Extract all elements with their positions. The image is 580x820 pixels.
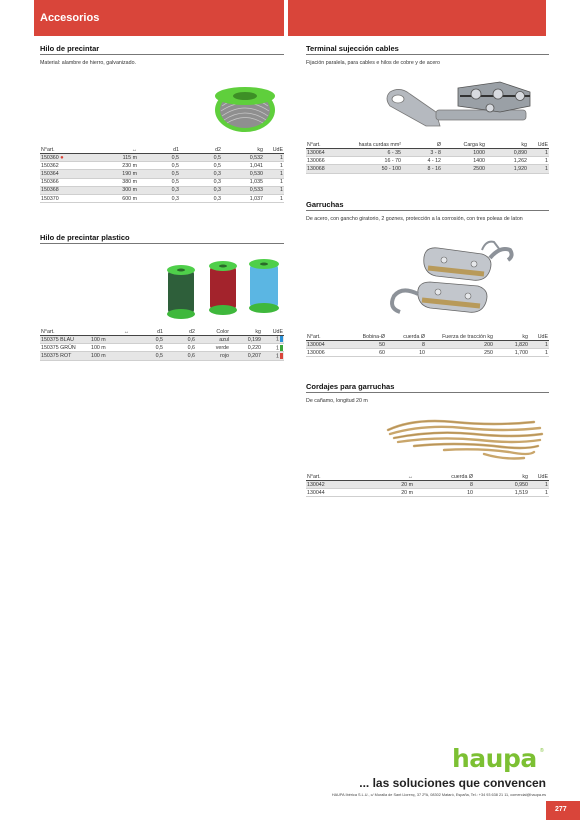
cell: 3 - 8 bbox=[402, 149, 442, 157]
cell: 8 bbox=[414, 481, 474, 489]
cell: 115 m bbox=[86, 154, 138, 162]
table-row bbox=[40, 186, 284, 194]
cell bbox=[262, 336, 284, 344]
cell: 130006 bbox=[306, 349, 336, 357]
divider bbox=[40, 54, 284, 55]
cell: 1 bbox=[264, 194, 284, 202]
col-header: d2 bbox=[164, 328, 196, 336]
cell: 0,950 bbox=[474, 481, 529, 489]
cell: 0,5 bbox=[138, 154, 180, 162]
col-header: UdE bbox=[262, 328, 284, 336]
table-row bbox=[40, 336, 284, 344]
section-desc: De cañamo, longitud 20 m bbox=[306, 398, 368, 404]
table-row bbox=[306, 149, 549, 157]
cell: 130068 bbox=[306, 165, 336, 173]
cell: 130044 bbox=[306, 489, 342, 497]
cell: 10 bbox=[414, 489, 474, 497]
section-title-garruchas: Garruchas bbox=[306, 200, 344, 209]
cell: 0,199 bbox=[230, 336, 262, 344]
cell: 1 bbox=[264, 178, 284, 186]
table-hilo-precintar bbox=[40, 146, 284, 203]
length-icon: ↔ bbox=[86, 146, 138, 154]
table-row bbox=[40, 178, 284, 186]
cell: 1 bbox=[264, 162, 284, 170]
page-number: 277 bbox=[555, 806, 567, 813]
cell: 0,5 bbox=[180, 154, 222, 162]
new-product-dot-icon: ● bbox=[60, 154, 64, 161]
cell: 130004 bbox=[306, 341, 336, 349]
table-row bbox=[40, 352, 284, 360]
cell: 150370 bbox=[40, 194, 86, 202]
cell: 0,5 bbox=[130, 352, 164, 360]
cell: 150366 bbox=[40, 178, 86, 186]
cell: 100 m bbox=[90, 336, 130, 344]
cell: 10 bbox=[386, 349, 426, 357]
col-header: cuerda Ø bbox=[386, 333, 426, 341]
divider bbox=[306, 210, 549, 211]
rope-coil-image bbox=[384, 408, 546, 468]
cell bbox=[262, 344, 284, 352]
col-header: UdE bbox=[529, 473, 549, 481]
cell: 130064 bbox=[306, 149, 336, 157]
cell: 100 m bbox=[90, 344, 130, 352]
table-row bbox=[306, 481, 549, 489]
cell: 150375 ROT bbox=[40, 352, 90, 360]
pulley-blocks-image bbox=[382, 236, 542, 328]
cell-art: 150360 bbox=[41, 154, 59, 161]
cell: 0,220 bbox=[230, 344, 262, 352]
cell: 150375 BLAU bbox=[40, 336, 90, 344]
cell: 1000 bbox=[442, 149, 486, 157]
cell: 380 m bbox=[86, 178, 138, 186]
cell: 230 m bbox=[86, 162, 138, 170]
table-header-row bbox=[306, 333, 549, 341]
cell: 0,532 bbox=[222, 154, 264, 162]
section-title-hilo-precintar: Hilo de precintar bbox=[40, 44, 100, 53]
cell: 200 bbox=[426, 341, 494, 349]
cell: 0,6 bbox=[164, 336, 196, 344]
col-header: d1 bbox=[138, 146, 180, 154]
cell: 20 m bbox=[342, 481, 414, 489]
wire-spool-image bbox=[210, 76, 280, 138]
cell: 1 bbox=[264, 154, 284, 162]
table-row bbox=[306, 349, 549, 357]
col-header: kg bbox=[494, 333, 529, 341]
cell: 1,820 bbox=[494, 341, 529, 349]
registered-mark: ® bbox=[540, 748, 544, 754]
table-header-row bbox=[306, 141, 549, 149]
page-number-box bbox=[546, 801, 580, 820]
slogan: ... las soluciones que convencen bbox=[359, 776, 546, 790]
cell: 50 - 100 bbox=[336, 165, 402, 173]
table-row bbox=[40, 154, 284, 162]
cell: 150375 GRÜN bbox=[40, 344, 90, 352]
table-row bbox=[306, 157, 549, 165]
table-row bbox=[40, 194, 284, 202]
table-row bbox=[306, 341, 549, 349]
cell: 250 bbox=[426, 349, 494, 357]
table-row bbox=[306, 165, 549, 173]
cell: 1,041 bbox=[222, 162, 264, 170]
col-header: N°art. bbox=[40, 328, 90, 336]
cell: 6 - 35 bbox=[336, 149, 402, 157]
col-header: Color bbox=[196, 328, 230, 336]
cell-ude: 1 bbox=[276, 353, 279, 360]
col-header: Ø bbox=[402, 141, 442, 149]
length-icon: ↔ bbox=[90, 328, 130, 336]
cell: 1 bbox=[264, 186, 284, 194]
col-header: Fuerza de tracción kg bbox=[426, 333, 494, 341]
table-terminal bbox=[306, 141, 549, 174]
cell: 100 m bbox=[90, 352, 130, 360]
cell: 0,3 bbox=[180, 186, 222, 194]
cell: 0,3 bbox=[180, 178, 222, 186]
cell: 0,530 bbox=[222, 170, 264, 178]
col-header: N°art. bbox=[306, 141, 336, 149]
cell: 1,262 bbox=[486, 157, 528, 165]
col-header: kg bbox=[486, 141, 528, 149]
cell: 1 bbox=[528, 157, 549, 165]
page-title: Accesorios bbox=[40, 12, 100, 24]
col-header: d2 bbox=[180, 146, 222, 154]
cell: 1 bbox=[528, 165, 549, 173]
col-header: N°art. bbox=[306, 333, 336, 341]
divider bbox=[40, 243, 284, 244]
col-header: cuerda Ø bbox=[414, 473, 474, 481]
cell: 0,533 bbox=[222, 186, 264, 194]
company-footer: HAUPA Ibérica S.L.U., c/ Muralla de Sant Llorenç, 37 2ºA, 08302 Mataró, España, Tel.: +34 93 638 21 11, comercial@haupa.es bbox=[331, 793, 546, 797]
col-header: hasta curdas mm² bbox=[336, 141, 402, 149]
section-desc: Fijación paralela, para cables e hilos de cobre y de acero bbox=[306, 60, 440, 66]
header-bar-right bbox=[288, 0, 546, 36]
cell: 8 - 16 bbox=[402, 165, 442, 173]
table-row bbox=[40, 344, 284, 352]
table-row bbox=[306, 489, 549, 497]
col-header: UdE bbox=[528, 141, 549, 149]
cell: 190 m bbox=[86, 170, 138, 178]
col-header: d1 bbox=[130, 328, 164, 336]
cell: 0,5 bbox=[130, 344, 164, 352]
section-desc: Material: alambre de hierro, galvanizado. bbox=[40, 60, 136, 66]
cell: 0,890 bbox=[486, 149, 528, 157]
col-header: kg bbox=[222, 146, 264, 154]
cell: 0,5 bbox=[138, 170, 180, 178]
color-swatch-blue bbox=[280, 336, 283, 342]
cell: 150362 bbox=[40, 162, 86, 170]
cell: 0,6 bbox=[164, 352, 196, 360]
cell: 0,5 bbox=[180, 162, 222, 170]
cell: 1400 bbox=[442, 157, 486, 165]
divider bbox=[306, 54, 549, 55]
cell: 20 m bbox=[342, 489, 414, 497]
section-title-cordajes: Cordajes para garruchas bbox=[306, 382, 395, 391]
cell: 1 bbox=[528, 149, 549, 157]
cell: 0,5 bbox=[138, 178, 180, 186]
cell: 16 - 70 bbox=[336, 157, 402, 165]
cell: 1 bbox=[529, 341, 549, 349]
table-row bbox=[40, 170, 284, 178]
table-hilo-plastico bbox=[40, 328, 284, 361]
cell: 130042 bbox=[306, 481, 342, 489]
plastic-spools-image bbox=[162, 258, 284, 320]
cell: azul bbox=[196, 336, 230, 344]
cell: 0,3 bbox=[138, 194, 180, 202]
cell: 8 bbox=[386, 341, 426, 349]
table-garruchas bbox=[306, 333, 549, 357]
table-header-row bbox=[40, 146, 284, 154]
table-header-row bbox=[306, 473, 549, 481]
table-row bbox=[40, 162, 284, 170]
color-swatch-red bbox=[280, 353, 283, 359]
col-header: Bobina-Ø bbox=[336, 333, 386, 341]
cell: 1 bbox=[529, 481, 549, 489]
cell: 1,519 bbox=[474, 489, 529, 497]
cell: 0,207 bbox=[230, 352, 262, 360]
cell bbox=[262, 352, 284, 360]
haupa-logo: haupa bbox=[452, 744, 537, 773]
length-icon: ↔ bbox=[342, 473, 414, 481]
cell: 2500 bbox=[442, 165, 486, 173]
cell: 1,037 bbox=[222, 194, 264, 202]
table-header-row bbox=[40, 328, 284, 336]
col-header: UdE bbox=[264, 146, 284, 154]
section-title-terminal: Terminal sujección cables bbox=[306, 44, 399, 53]
cell: 600 m bbox=[86, 194, 138, 202]
color-swatch-green bbox=[280, 345, 283, 351]
cell: 1,920 bbox=[486, 165, 528, 173]
col-header: kg bbox=[230, 328, 262, 336]
cell: 150368 bbox=[40, 186, 86, 194]
cell: 150364 bbox=[40, 170, 86, 178]
cell: 0,3 bbox=[138, 186, 180, 194]
section-title-hilo-plastico: Hilo de precintar plastico bbox=[40, 233, 130, 242]
table-cordajes bbox=[306, 473, 549, 497]
header-bar bbox=[34, 0, 284, 36]
cell-ude: 1 bbox=[276, 336, 279, 343]
cell: 1,700 bbox=[494, 349, 529, 357]
col-header: UdE bbox=[529, 333, 549, 341]
cell: 0,3 bbox=[180, 170, 222, 178]
divider bbox=[306, 392, 549, 393]
cell: 1 bbox=[529, 489, 549, 497]
cell: 0,5 bbox=[130, 336, 164, 344]
cell: 1 bbox=[529, 349, 549, 357]
cell: 0,6 bbox=[164, 344, 196, 352]
cable-clamp-image bbox=[380, 72, 550, 138]
cell: 50 bbox=[336, 341, 386, 349]
cell: 1 bbox=[264, 170, 284, 178]
cell: 0,3 bbox=[180, 194, 222, 202]
cell: verde bbox=[196, 344, 230, 352]
col-header: N°art. bbox=[306, 473, 342, 481]
cell: 1,035 bbox=[222, 178, 264, 186]
col-header: N°art. bbox=[40, 146, 86, 154]
cell: rojo bbox=[196, 352, 230, 360]
cell bbox=[40, 154, 86, 162]
cell: 0,5 bbox=[138, 162, 180, 170]
cell: 60 bbox=[336, 349, 386, 357]
cell: 4 - 12 bbox=[402, 157, 442, 165]
cell-ude: 1 bbox=[276, 344, 279, 351]
cell: 130066 bbox=[306, 157, 336, 165]
col-header: Carga kg bbox=[442, 141, 486, 149]
col-header: kg bbox=[474, 473, 529, 481]
cell: 300 m bbox=[86, 186, 138, 194]
section-desc: De acero, con gancho giratorio, 2 goznes, protección a la corrosión, con tres poleas de laton bbox=[306, 216, 523, 222]
